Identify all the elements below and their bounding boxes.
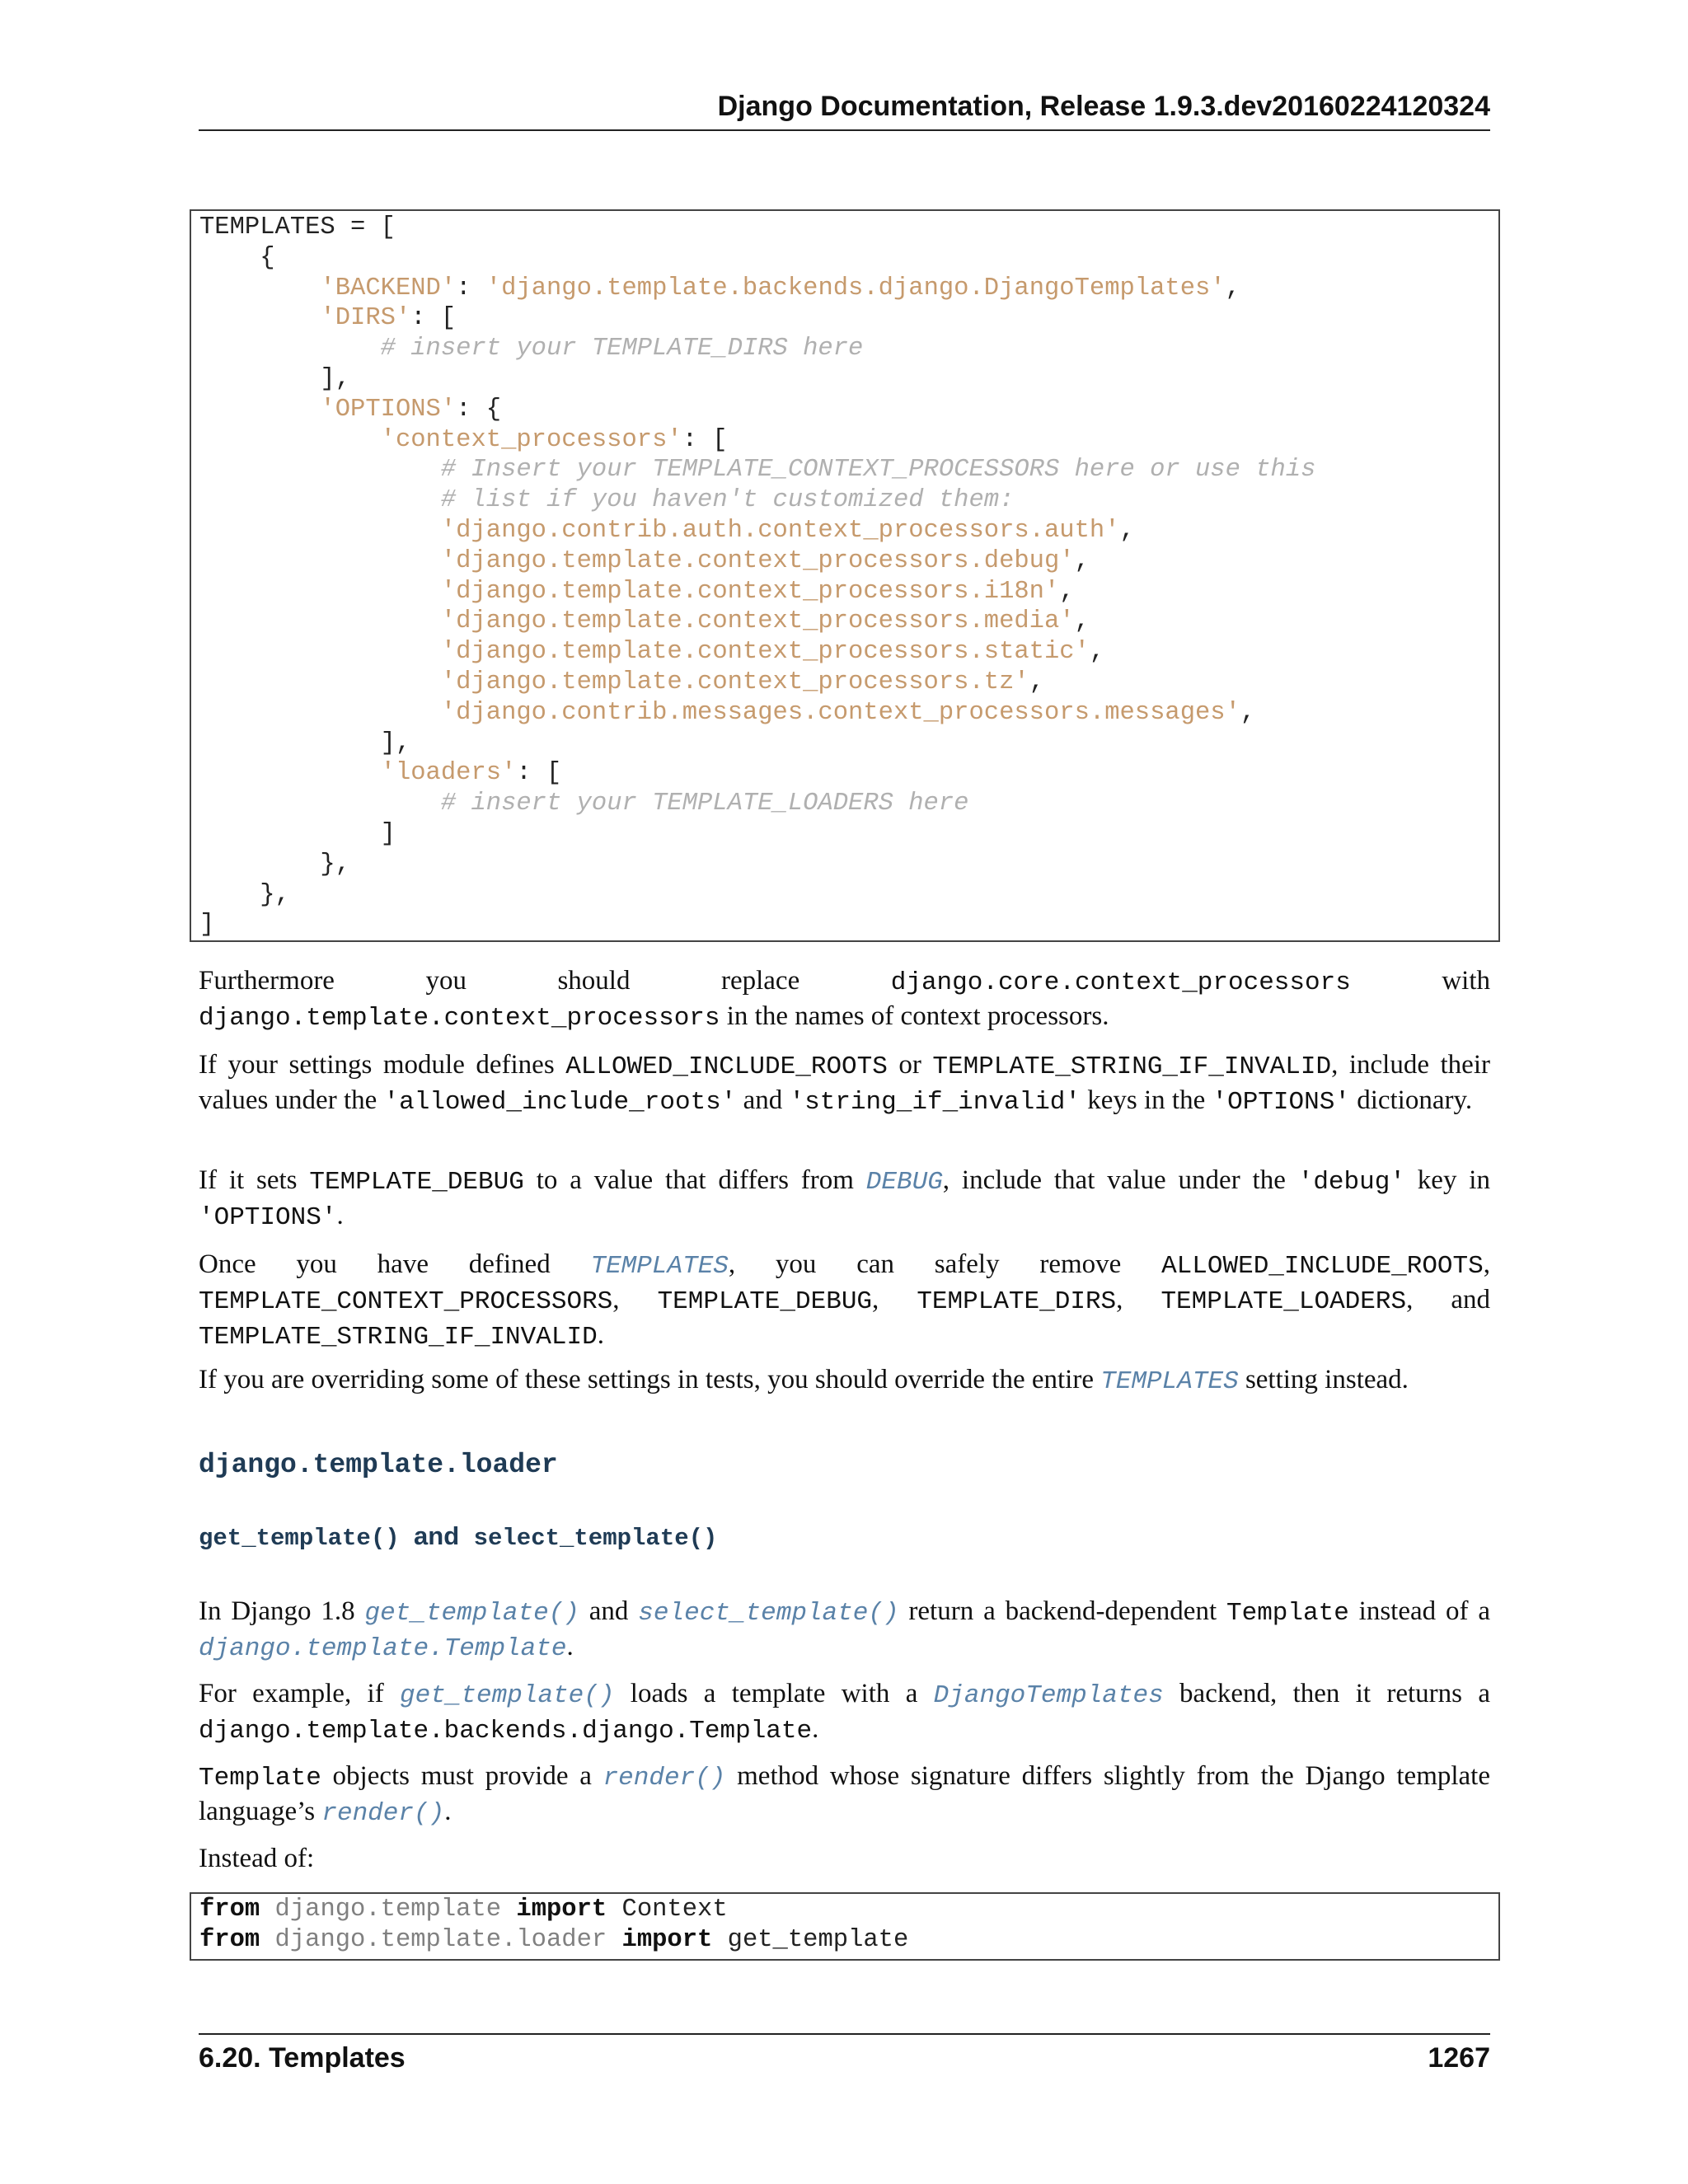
text-run: Context — [607, 1896, 728, 1924]
code-line — [199, 637, 1498, 668]
code-line — [199, 425, 1498, 456]
text-run: dictionary. — [1349, 1085, 1473, 1115]
code-line — [199, 334, 1498, 364]
code-line — [199, 1895, 1498, 1925]
paragraph-instead-of — [199, 1842, 1490, 1875]
inline-code: TEMPLATE_DIRS — [917, 1287, 1117, 1316]
text-run — [199, 486, 441, 514]
text-run — [199, 578, 441, 606]
code-comment: # Insert your TEMPLATE_CONTEXT_PROCESSORS here or use this — [440, 456, 1316, 485]
code-line — [199, 243, 1498, 274]
code-block-templates-setting — [190, 209, 1500, 942]
text-run — [199, 607, 441, 635]
code-line — [199, 577, 1498, 607]
text-run: or — [887, 1050, 933, 1080]
code-string: 'DIRS' — [320, 304, 411, 333]
text-run: . — [566, 1632, 574, 1661]
code-line — [199, 395, 1498, 425]
code-keyword: import — [516, 1896, 607, 1924]
code-comment: # insert your TEMPLATE_DIRS here — [380, 335, 864, 363]
page-header: Django Documentation, Release 1.9.3.dev20160224120324 — [717, 91, 1490, 122]
code-keyword: from — [199, 1896, 260, 1924]
doc-reference-link[interactable]: get_template() — [400, 1681, 615, 1710]
code-keyword: import — [621, 1925, 713, 1954]
code-line — [199, 910, 1498, 940]
text-run: , — [872, 1285, 917, 1315]
inline-code: TEMPLATE_DEBUG — [309, 1168, 524, 1197]
code-line — [199, 213, 1498, 243]
inline-code: django.template.context_processors — [199, 1004, 720, 1033]
text-run: , — [612, 1285, 658, 1315]
page-footer — [199, 2042, 1490, 2074]
text-run: keys in the — [1081, 1085, 1212, 1115]
inline-code: TEMPLATE_STRING_IF_INVALID — [932, 1052, 1332, 1081]
text-run: , — [1483, 1249, 1490, 1279]
inline-code: TEMPLATE_STRING_IF_INVALID — [199, 1323, 598, 1352]
code-string: 'django.template.context_processors.media' — [440, 607, 1075, 636]
text-run: objects must provide a — [321, 1761, 603, 1791]
inline-code: TEMPLATE_LOADERS — [1160, 1287, 1407, 1316]
text-run: , — [1074, 546, 1090, 575]
doc-reference-link[interactable]: TEMPLATES — [590, 1252, 729, 1281]
text-run — [199, 668, 441, 696]
text-run — [199, 759, 381, 787]
code-string: 'django.contrib.messages.context_processors.messages' — [440, 698, 1240, 727]
code-line — [199, 698, 1498, 729]
code-string: 'django.template.context_processors.static' — [440, 638, 1090, 667]
inline-code: Template — [1226, 1599, 1349, 1628]
header-divider — [199, 129, 1490, 131]
inline-code: TEMPLATE_CONTEXT_PROCESSORS — [199, 1287, 613, 1316]
text-run: In Django 1.8 — [199, 1596, 365, 1626]
text-run: TEMPLATES = [ — [199, 213, 396, 241]
text-run: and — [736, 1085, 790, 1115]
doc-reference-link[interactable]: TEMPLATES — [1100, 1367, 1239, 1396]
code-line — [199, 758, 1498, 789]
text-run: , — [1119, 516, 1135, 545]
code-line — [199, 607, 1498, 637]
text-run — [199, 426, 381, 454]
code-string: 'context_processors' — [380, 425, 682, 454]
text-run: , — [1029, 668, 1044, 696]
code-line — [199, 274, 1498, 304]
text-run: : [ — [516, 759, 562, 788]
text-run: . — [597, 1320, 604, 1350]
text-run: , and — [1406, 1285, 1491, 1315]
doc-reference-link[interactable]: get_template() — [364, 1599, 579, 1628]
subsection-heading-get-template — [199, 1521, 717, 1552]
text-run: { — [199, 243, 275, 272]
code-string: 'django.template.context_processors.i18n' — [440, 577, 1060, 606]
code-module: django.template.loader — [274, 1925, 607, 1954]
text-run: with — [1350, 966, 1490, 996]
text-run: ] — [199, 911, 215, 940]
section-heading-template-loader: django.template.loader — [199, 1450, 558, 1480]
text-run: : — [456, 274, 486, 302]
code-module: django.template — [274, 1896, 502, 1924]
text-run: method whose signature differs slightly from the Django template language’s — [199, 1761, 1490, 1826]
heading-conjunction: and — [414, 1521, 460, 1550]
doc-reference-link[interactable]: render() — [321, 1799, 445, 1828]
paragraph-replace-context-processors — [199, 964, 1490, 1035]
text-run: Instead of: — [199, 1844, 315, 1873]
text-run: setting instead. — [1238, 1365, 1409, 1394]
doc-reference-link[interactable]: django.template.Template — [199, 1634, 567, 1663]
code-line — [199, 1925, 1498, 1956]
text-run: Furthermore you should replace — [199, 966, 891, 996]
heading-part-select-template: select_template() — [473, 1525, 718, 1552]
code-line — [199, 819, 1498, 850]
text-run: to a value that differs from — [523, 1165, 866, 1195]
text-run: ], — [199, 729, 411, 757]
code-string: 'django.contrib.auth.context_processors.auth' — [440, 516, 1120, 545]
doc-reference-link[interactable]: DjangoTemplates — [933, 1681, 1164, 1710]
paragraph-example-djangotemplates — [199, 1677, 1490, 1748]
text-run: If you are overriding some of these settings in tests, you should override the entire — [199, 1365, 1101, 1394]
text-run: , you can safely remove — [728, 1249, 1162, 1279]
heading-part-get-template: get_template() — [199, 1525, 400, 1552]
footer-divider — [199, 2033, 1490, 2035]
inline-code: 'OPTIONS' — [199, 1203, 337, 1232]
text-run: Once you have defined — [199, 1249, 591, 1279]
text-run: If it sets — [199, 1165, 310, 1195]
code-line — [199, 516, 1498, 546]
text-run: and — [579, 1596, 639, 1626]
text-run: backend, then it returns a — [1163, 1679, 1490, 1708]
text-run: }, — [199, 880, 290, 909]
code-string: 'OPTIONS' — [320, 395, 457, 424]
code-line — [199, 729, 1498, 759]
text-run — [260, 1926, 274, 1954]
text-run: , — [1059, 577, 1075, 606]
text-run — [199, 274, 320, 302]
code-line — [199, 364, 1498, 395]
text-run: If your settings module defines — [199, 1050, 566, 1080]
text-run — [199, 638, 441, 666]
inline-code: TEMPLATE_DEBUG — [657, 1287, 873, 1316]
doc-reference-link[interactable]: render() — [603, 1764, 726, 1793]
text-run: , include that value under the — [942, 1165, 1298, 1195]
inline-code: 'OPTIONS' — [1212, 1088, 1350, 1117]
code-comment: # insert your TEMPLATE_LOADERS here — [440, 790, 969, 818]
doc-reference-link[interactable]: DEBUG — [865, 1168, 943, 1197]
code-line — [199, 546, 1498, 577]
inline-code: django.template.backends.django.Template — [199, 1717, 813, 1746]
code-comment: # list if you haven't customized them: — [440, 486, 1015, 515]
text-run — [199, 547, 441, 575]
text-run: For example, if — [199, 1679, 401, 1708]
text-run: : [ — [682, 425, 728, 454]
text-run: instead of a — [1348, 1596, 1490, 1626]
paragraph-allowed-include-roots — [199, 1048, 1490, 1119]
footer-section: 6.20. Templates — [199, 2042, 406, 2074]
text-run: loads a template with a — [614, 1679, 934, 1708]
code-line — [199, 880, 1498, 911]
paragraph-render-method — [199, 1760, 1490, 1830]
inline-code: ALLOWED_INCLUDE_ROOTS — [1161, 1252, 1484, 1281]
paragraph-remove-settings — [199, 1248, 1490, 1354]
text-run — [199, 456, 441, 484]
text-run: . — [812, 1714, 819, 1744]
text-run — [607, 1926, 621, 1954]
code-string: 'django.template.context_processors.debug' — [440, 546, 1075, 575]
paragraph-django-18-get-template — [199, 1595, 1490, 1666]
code-line — [199, 668, 1498, 698]
text-run: , — [1240, 698, 1256, 727]
code-string: 'BACKEND' — [320, 274, 457, 302]
text-run — [260, 1896, 274, 1924]
text-run: , — [1225, 274, 1240, 302]
code-line — [199, 455, 1498, 485]
text-run — [199, 396, 320, 424]
text-run: : [ — [410, 304, 457, 333]
text-run: . — [444, 1797, 452, 1826]
code-line — [199, 850, 1498, 880]
text-run: ] — [199, 819, 396, 848]
text-run: , — [1116, 1285, 1161, 1315]
paragraph-template-debug — [199, 1164, 1490, 1235]
code-string: 'django.template.context_processors.tz' — [440, 668, 1029, 696]
text-run — [199, 304, 320, 332]
code-line — [199, 485, 1498, 516]
text-run: . — [336, 1201, 344, 1230]
doc-reference-link[interactable]: select_template() — [638, 1599, 899, 1628]
code-line — [199, 789, 1498, 819]
inline-code: Template — [199, 1764, 321, 1793]
text-run: key in — [1404, 1165, 1490, 1195]
text-run — [199, 790, 441, 818]
text-run: get_template — [712, 1925, 909, 1954]
text-run: , — [1074, 607, 1090, 636]
code-string: 'loaders' — [380, 759, 517, 788]
code-string: 'django.template.backends.django.DjangoTemplates' — [485, 274, 1226, 302]
text-run: ], — [199, 364, 351, 393]
code-block-imports — [190, 1892, 1500, 1961]
inline-code: 'debug' — [1297, 1168, 1405, 1197]
code-line — [199, 303, 1498, 334]
text-run: , include their values under the — [199, 1050, 1490, 1115]
text-run — [199, 335, 381, 363]
inline-code: django.core.context_processors — [890, 968, 1351, 997]
text-run — [501, 1896, 516, 1924]
code-keyword: from — [199, 1925, 260, 1954]
footer-page-number: 1267 — [1428, 2042, 1490, 2074]
text-run: }, — [199, 850, 351, 879]
inline-code: ALLOWED_INCLUDE_ROOTS — [565, 1052, 888, 1081]
text-run — [199, 699, 441, 727]
text-run: : { — [456, 395, 502, 424]
text-run: , — [1089, 638, 1105, 667]
inline-code: 'allowed_include_roots' — [383, 1088, 737, 1117]
text-run: return a backend-dependent — [898, 1596, 1226, 1626]
inline-code: 'string_if_invalid' — [789, 1088, 1081, 1117]
text-run: in the names of context processors. — [720, 1001, 1109, 1031]
text-run — [199, 517, 441, 545]
paragraph-overriding-in-tests — [199, 1363, 1490, 1399]
